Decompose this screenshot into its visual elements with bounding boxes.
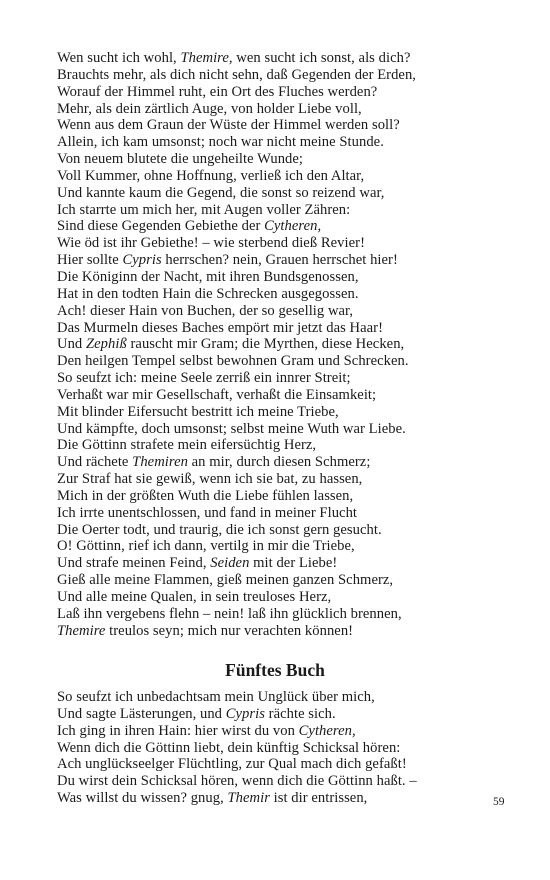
poem-line: Und kannte kaum die Gegend, die sonst so reizend war, bbox=[57, 184, 385, 201]
poem-line: Die Königinn der Nacht, mit ihren Bundsgenossen, bbox=[57, 268, 359, 285]
poem-line: Allein, ich kam umsonst; noch war nicht meine Stunde. bbox=[57, 134, 384, 151]
poem-line: Was willst du wissen? gnug, Themir ist dir entrissen, bbox=[57, 790, 368, 807]
poem-line: Und alle meine Qualen, in sein treuloses Herz, bbox=[57, 589, 332, 605]
poem-line: Hat in den todten Hain die Schrecken ausgegossen. bbox=[57, 285, 359, 302]
poem-line: Das Murmeln dieses Baches empört mir jetzt das Haar! bbox=[57, 319, 383, 336]
poem-line: Zur Straf hat sie gewiß, wenn ich sie bat, zu hassen, bbox=[57, 471, 363, 488]
poem-line: Voll Kummer, ohne Hoffnung, verließ ich den Altar, bbox=[57, 167, 365, 184]
poem-stanza-part-two bbox=[57, 689, 497, 807]
poem-line: Brauchts mehr, als dich nicht sehn, daß Gegenden der Erden, bbox=[57, 66, 416, 83]
poem-line: Mit blinder Eifersucht bestritt ich meine Triebe, bbox=[57, 403, 339, 420]
section-heading: Fünftes Buch bbox=[225, 660, 325, 680]
page-number: 59 bbox=[493, 796, 505, 808]
poem-line: Wie öd ist ihr Gebiethe! – wie sterbend dieß Revier! bbox=[57, 235, 365, 252]
poem-line: Und strafe meinen Feind, Seiden mit der Liebe! bbox=[57, 555, 338, 572]
poem-line: Hier sollte Cypris herrschen? nein, Grauen herrschet hier! bbox=[57, 252, 398, 269]
poem-line: Von neuem blutete die ungeheilte Wunde; bbox=[57, 151, 304, 168]
poem-line: Sind diese Gegenden Gebiethe der Cytheren, bbox=[57, 218, 322, 235]
poem-line: Und Zephiß rauscht mir Gram; die Myrthen, diese Hecken, bbox=[57, 336, 405, 353]
poem-line: So seufzt ich: meine Seele zerriß ein innrer Streit; bbox=[57, 370, 351, 387]
poem-line: Ach! dieser Hain von Buchen, der so gesellig war, bbox=[57, 302, 354, 319]
poem-line: Die Göttinn strafete mein eifersüchtig Herz, bbox=[57, 437, 317, 454]
poem-line: Mehr, als dein zärtlich Auge, von holder Liebe voll, bbox=[57, 100, 362, 117]
poem-line: Und rächete Themiren an mir, durch diesen Schmerz; bbox=[57, 454, 371, 471]
poem-line: Verhaßt war mir Gesellschaft, verhaßt die Einsamkeit; bbox=[57, 386, 377, 403]
poem-line: Wenn dich die Göttinn liebt, dein künftig Schicksal hören: bbox=[57, 739, 401, 756]
poem-line: Ich starrte um mich her, mit Augen voller Zähren: bbox=[57, 201, 351, 218]
poem-line: Wenn aus dem Graun der Wüste der Himmel werden soll? bbox=[57, 117, 400, 134]
poem-line: Ich irrte unentschlossen, und fand in meiner Flucht bbox=[57, 504, 358, 521]
poem-line: Worauf der Himmel ruht, ein Ort des Fluches werden? bbox=[57, 83, 378, 100]
poem-line: Du wirst dein Schicksal hören, wenn dich die Göttinn haßt. – bbox=[57, 773, 417, 790]
poem-line: Den heilgen Tempel selbst bewohnen Gram und Schrecken. bbox=[57, 353, 409, 370]
poem-line: Und kämpfte, doch umsonst; selbst meine Wuth war Liebe. bbox=[57, 420, 406, 437]
poem-line: Mich in der größten Wuth die Liebe fühlen lassen, bbox=[57, 487, 354, 504]
poem-line: Laß ihn vergebens flehn – nein! laß ihn glücklich brennen, bbox=[57, 605, 402, 622]
poem-line: Ach unglückseelger Flüchtling, zur Qual mach dich gefaßt! bbox=[57, 756, 407, 773]
poem-line: Themire treulos seyn; mich nur verachten können! bbox=[57, 622, 354, 639]
poem-line: Gieß alle meine Flammen, gieß meinen ganzen Schmerz, bbox=[57, 572, 394, 589]
poem-line: Und sagte Lästerungen, und Cypris rächte sich. bbox=[57, 705, 336, 722]
poem-line: So seufzt ich unbedachtsam mein Unglück über mich, bbox=[57, 689, 375, 705]
poem-line: Wen sucht ich wohl, Themire, wen sucht ich sonst, als dich? bbox=[57, 50, 411, 66]
poem-stanza-part-one bbox=[57, 50, 497, 640]
poem-line: O! Göttinn, rief ich dann, vertilg in mir die Triebe, bbox=[57, 538, 355, 555]
poem-line: Ich ging in ihren Hain: hier wirst du von Cytheren, bbox=[57, 722, 356, 739]
poem-line: Die Oerter todt, und traurig, die ich sonst gern gesucht. bbox=[57, 521, 382, 538]
